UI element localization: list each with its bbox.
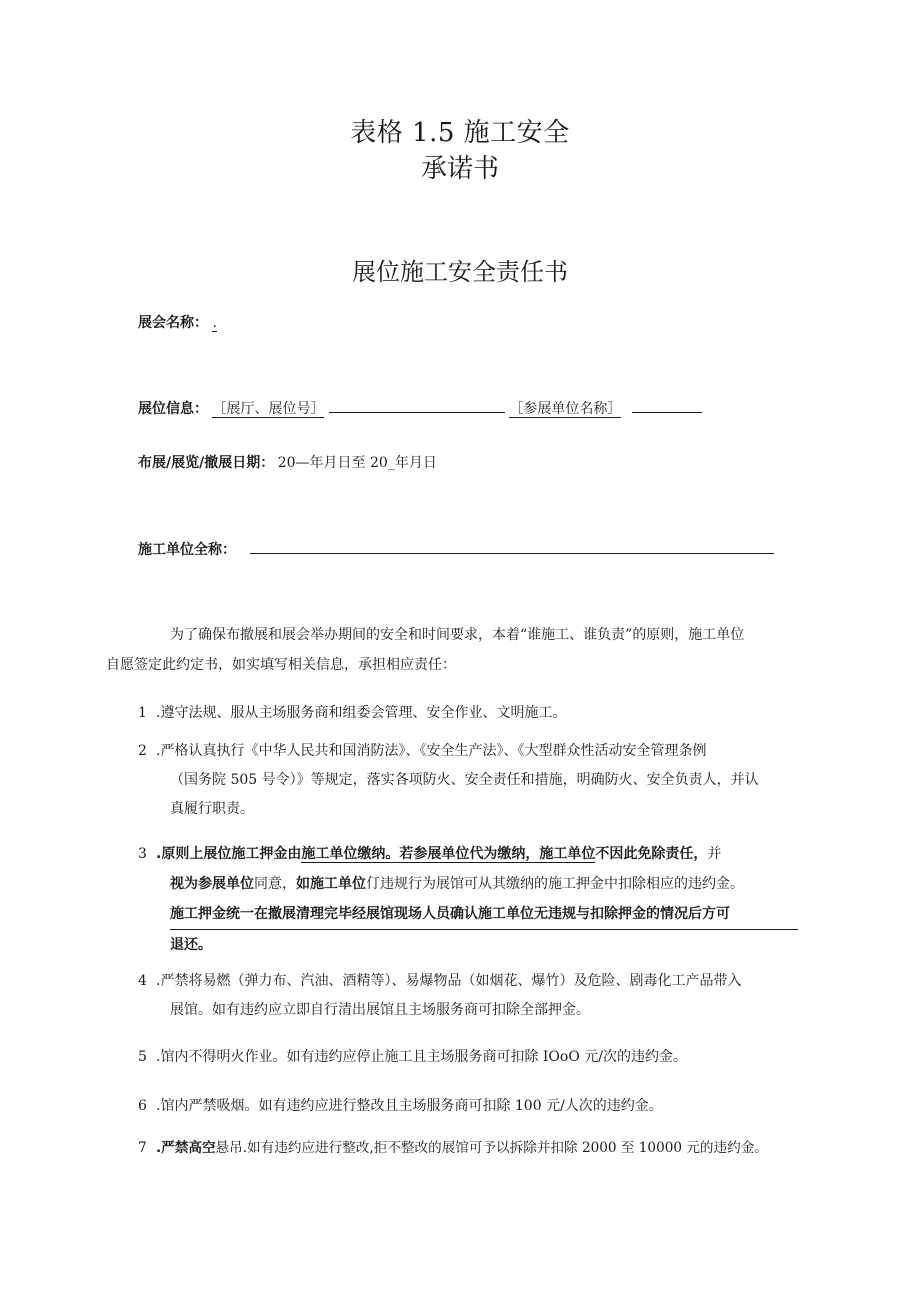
item-text-bold: 如施工单位 xyxy=(296,876,366,892)
exhibitor-name-blank xyxy=(632,398,702,413)
item-text-bold: .严禁高空 xyxy=(156,1140,216,1156)
item-text: （国务院 505 号令）》等规定，落实各项防火、安全责任和措施，明确防火、安全负责人，并认 xyxy=(170,772,759,788)
contractor-row xyxy=(138,539,774,559)
item-text-bold: 不因此免除责任， xyxy=(595,846,708,862)
item-text-bold: 视为参展单位 xyxy=(170,876,254,892)
item-number: 5 xyxy=(138,1049,147,1065)
item-number: 1 xyxy=(138,705,147,721)
booth-hall-blank xyxy=(329,398,505,413)
expo-name-row xyxy=(138,312,217,332)
item-number: 7 xyxy=(138,1140,147,1156)
booth-info-row xyxy=(138,398,702,418)
expo-name-label: 展会名称： xyxy=(138,315,208,331)
booth-info-label: 展位信息： xyxy=(138,401,208,417)
list-item xyxy=(138,699,798,728)
list-item xyxy=(138,1092,798,1121)
item-number: 3 xyxy=(138,846,147,862)
dates-row xyxy=(138,452,437,472)
item-text: .馆内不得明火作业。如有违约应停止施工且主场服务商可扣除 IOoO 元/次的违约金。 xyxy=(156,1049,687,1065)
list-item xyxy=(138,967,798,1025)
item-text: 悬吊.如有违约应进行整改,拒不整改的展馆可予以拆除并扣除 2000 至 10000 元的违约金。 xyxy=(215,1140,768,1156)
item-text-bold: .原则上展位施工押金由 xyxy=(156,846,302,862)
intro-paragraph xyxy=(106,620,798,680)
intro-line-1: 为了确保布撤展和展会举办期间的安全和时间要求，本着“谁施工、谁负责”的原则，施工单位 xyxy=(170,627,745,643)
item-text: 并 xyxy=(707,846,722,862)
item-text-bold: 退还。 xyxy=(170,937,212,953)
exhibitor-name-field: ［参展单位名称］ xyxy=(509,401,622,417)
item-text: .遵守法规、服从主场服务商和组委会管理、安全作业、文明施工。 xyxy=(156,705,567,721)
document-title-line1: 表格 1.5 施工安全 xyxy=(350,118,570,148)
intro-line-2: 自愿签定此约定书，如实填写相关信息，承担相应责任： xyxy=(106,657,456,673)
list-item xyxy=(138,839,798,960)
list-item xyxy=(138,1134,798,1163)
contractor-label: 施工单位全称： xyxy=(138,542,236,558)
item-number: 2 xyxy=(138,743,147,759)
item-number: 6 xyxy=(138,1098,147,1114)
document-title-line2: 承诺书 xyxy=(420,154,499,184)
item-text-bold-underline: 施工单位缴纳。若参展单位代为缴纳，施工单位 xyxy=(301,846,596,862)
item-text: 同意， xyxy=(254,876,296,892)
expo-name-value: . xyxy=(212,315,217,331)
item-number: 4 xyxy=(138,973,147,989)
item-text-bold-underline: 施工押金统一在撤展清理完毕经展馆现场人员确认施工单位无违规与扣除押金的情况后方可 xyxy=(170,899,798,930)
contractor-blank xyxy=(250,539,774,554)
item-text: .馆内严禁吸烟。如有违约应进行整改且主场服务商可扣除 100 元/人次的违约金。 xyxy=(156,1098,663,1114)
item-text: 展馆。如有违约应立即自行清出展馆且主场服务商可扣除全部押金。 xyxy=(170,1002,590,1018)
list-item xyxy=(138,737,798,824)
item-text: 真履行职责。 xyxy=(170,801,254,817)
dates-value: 20—年月日至 20_年月日 xyxy=(277,455,437,471)
document-subtitle: 展位施工安全责任书 xyxy=(352,258,568,286)
list-item xyxy=(138,1043,798,1072)
item-text: .严格认真执行《中华人民共和国消防法》、《安全生产法》、《大型群众性活动安全管理条例 xyxy=(156,743,707,759)
dates-label: 布展/展览/撤展日期： xyxy=(138,455,275,471)
item-text: 仃违规行为展馆可从其缴纳的施工押金中扣除相应的违约金。 xyxy=(366,876,744,892)
booth-hall-field: ［展厅、展位号］ xyxy=(212,401,325,417)
item-text: .严禁将易燃（弹力布、汽油、酒精等）、易爆物品（如烟花、爆竹）及危险、剧毒化工产品带入 xyxy=(156,973,742,989)
